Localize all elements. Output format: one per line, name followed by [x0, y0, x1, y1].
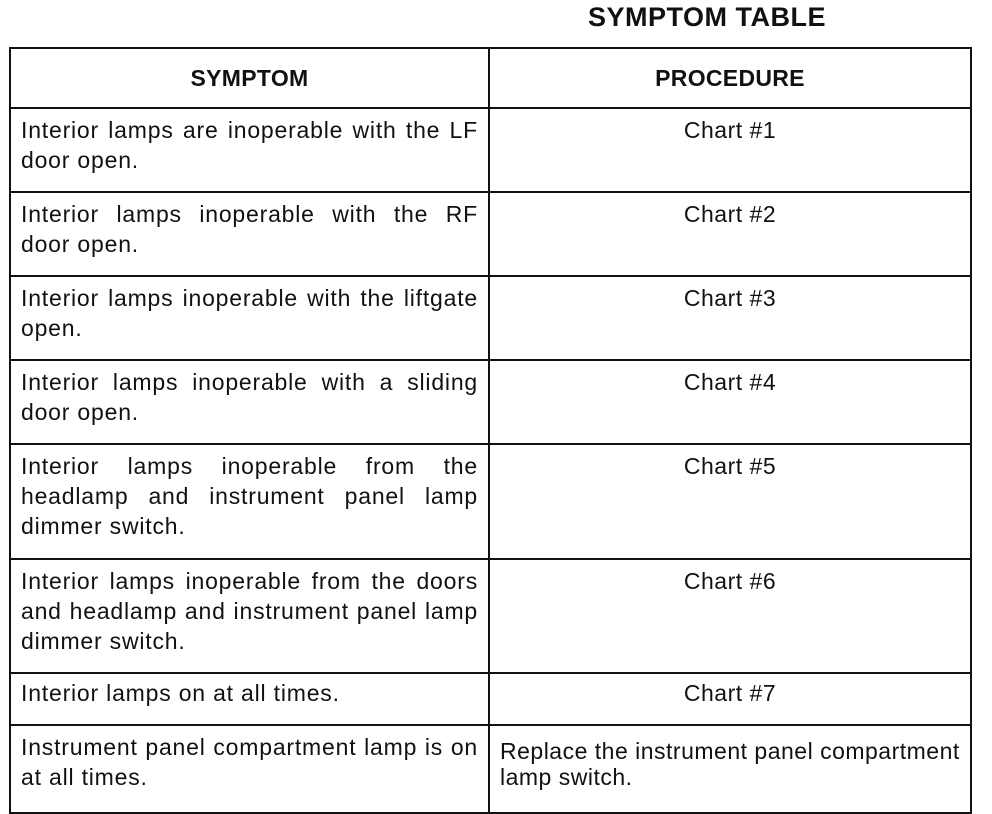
table-row: [10, 444, 971, 559]
procedure-cell: Chart #5: [489, 444, 971, 559]
column-header-procedure: PROCEDURE: [489, 48, 971, 108]
column-header-symptom: SYMPTOM: [10, 48, 489, 108]
table-row: [10, 360, 971, 444]
table-row: [10, 673, 971, 725]
symptom-cell: Interior lamps inoperable from the headlamp and instrument panel lamp dimmer switch.: [10, 444, 489, 559]
procedure-cell: Chart #4: [489, 360, 971, 444]
procedure-cell: Chart #1: [489, 108, 971, 192]
symptom-cell: Interior lamps inoperable from the doors and headlamp and instrument panel lamp dimmer switch.: [10, 559, 489, 673]
symptom-cell: Interior lamps inoperable with the RF door open.: [10, 192, 489, 276]
page-title: SYMPTOM TABLE: [588, 2, 827, 32]
table-row: [10, 108, 971, 192]
procedure-cell: Chart #6: [489, 559, 971, 673]
symptom-cell: Interior lamps inoperable with the liftgate open.: [10, 276, 489, 360]
procedure-cell: Chart #2: [489, 192, 971, 276]
table-row: [10, 559, 971, 673]
symptom-cell: Interior lamps are inoperable with the LF door open.: [10, 108, 489, 192]
table-row: [10, 276, 971, 360]
table-header-row: [10, 48, 971, 108]
procedure-cell: Chart #7: [489, 673, 971, 725]
procedure-cell: Chart #3: [489, 276, 971, 360]
procedure-cell: Replace the instrument panel compartment lamp switch.: [489, 725, 971, 813]
symptom-cell: Instrument panel compartment lamp is on at all times.: [10, 725, 489, 813]
table-row: [10, 192, 971, 276]
symptom-table: [9, 47, 972, 814]
symptom-cell: Interior lamps inoperable with a sliding door open.: [10, 360, 489, 444]
table-row: [10, 725, 971, 813]
symptom-cell: Interior lamps on at all times.: [10, 673, 489, 725]
